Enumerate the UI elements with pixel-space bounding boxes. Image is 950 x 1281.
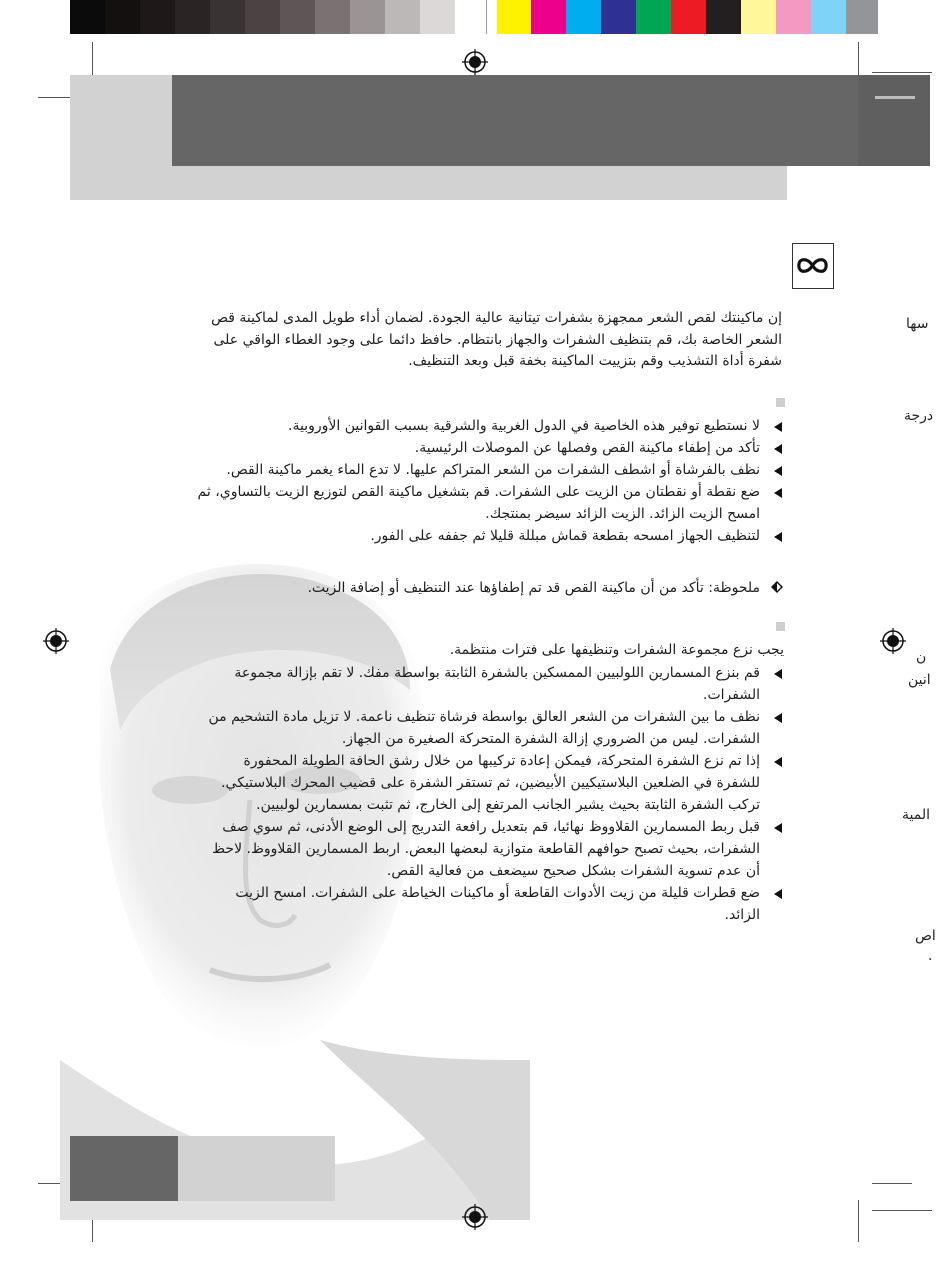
- next-page-fragment: انين: [908, 672, 931, 688]
- list-item-text: نظف بالفرشاة أو اشطف الشفرات من الشعر المتراكم عليها. لا تدع الماء يغمر ماكينة القص.: [226, 462, 760, 478]
- intro-line: شفرة أداة التشذيب وقم بتزييت الماكينة بخفة قبل وبعد التنظيف.: [408, 353, 782, 369]
- color-swatch: [385, 0, 420, 34]
- color-swatch: [140, 0, 175, 34]
- color-swatch: [105, 0, 140, 34]
- header-band-dark: [172, 75, 858, 166]
- footer-band-dark: [70, 1136, 178, 1201]
- print-color-bar: [70, 0, 878, 34]
- note: [160, 577, 784, 599]
- bullet-triangle-icon: [774, 488, 782, 498]
- intro-line: إن ماكينتك لقص الشعر ممجهزة بشفرات تيتانية عالية الجودة. لضمان أداء طويل المدى لماكينة قص: [211, 310, 782, 326]
- list-item-text: ضع نقطة أو نقطتان من الزيت على الشفرات. قم بتشغيل ماكينة القص لتوزيع الزيت بالتساوي، ثم امسح الزيت الزائد. الزيت الزائد سيضر بمنتجك.: [197, 484, 760, 522]
- bullet-triangle-icon: [774, 823, 782, 833]
- next-page-fragment: درجة: [904, 408, 934, 424]
- list-item: [204, 706, 784, 750]
- list-item-text: لا نستطيع توفير هذه الخاصية في الدول الغربية والشرقية بسبب القوانين الأوروبية.: [288, 418, 760, 434]
- color-swatch: [315, 0, 350, 34]
- color-swatch: [671, 0, 706, 34]
- color-swatch: [487, 0, 497, 34]
- color-swatch: [741, 0, 776, 34]
- color-swatch: [706, 0, 741, 34]
- color-swatch: [497, 0, 531, 34]
- list-item-text: تأكد من إطفاء ماكينة القص وفصلها عن الموصلات الرئيسية.: [414, 440, 760, 456]
- list-item-text: نظف ما بين الشفرات من الشعر العالق بواسطة فرشاة تنظيف ناعمة. لا تزيل مادة التشحيم من الشفرات. ليس من الضروري إزالة الشفرة المتحركة الصغيرة من الجهاز.: [208, 709, 760, 747]
- list-item: [184, 525, 784, 547]
- bullet-triangle-icon: [774, 444, 782, 454]
- crop-mark: [858, 1200, 859, 1242]
- page-edge-tab-line: [875, 96, 915, 99]
- color-swatch: [350, 0, 385, 34]
- intro-line: الشعر الخاصة بك، قم بتنظيف الشفرات والجهاز بانتظام. حافظ دائما على وجود الغطاء الواقي على: [213, 331, 782, 348]
- color-swatch: [420, 0, 455, 34]
- color-swatch: [210, 0, 245, 34]
- registration-mark-icon: [880, 628, 906, 654]
- color-swatch: [245, 0, 280, 34]
- list-item-text: لتنظيف الجهاز امسحه بقطعة قماش مبللة قليلا ثم جففه على الفور.: [370, 528, 760, 544]
- bullet-triangle-icon: [774, 757, 782, 767]
- bullet-triangle-icon: [774, 669, 782, 679]
- list-item-text: قبل ربط المسمارين القلاووظ نهائيا، قم بتعديل رافعة التدريج إلى الوضع الأدنى، ثم سوي صف الشفرات، بحيث تصبح حوافهم القاطعة متوازية لبعضها البعض. اربط المسمارين القلاووظ. لاحظ أن عدم تسوية الشفرات بشكل صحيح سيضعف من فعالية القص.: [212, 819, 760, 879]
- list-item: [184, 437, 784, 459]
- registration-mark-icon: [462, 49, 488, 75]
- color-swatch: [811, 0, 846, 34]
- list-item: [204, 882, 784, 926]
- list-item-text: قم بنزع المسمارين اللولبيين الممسكين بالشفرة الثابتة بواسطة مفك. لا تقم بإزالة مجموعة الشفرات.: [234, 665, 760, 703]
- list-item: [204, 750, 784, 816]
- blade-steps-list: [204, 662, 784, 926]
- blades-intro: يجب نزع مجموعة الشفرات وتنظيفها على فترات منتظمة.: [449, 642, 784, 658]
- color-swatch: [566, 0, 601, 34]
- bullet-triangle-icon: [774, 422, 782, 432]
- registration-mark-icon: [43, 628, 69, 654]
- list-item: [204, 662, 784, 706]
- color-swatch: [636, 0, 671, 34]
- bullet-triangle-icon: [774, 889, 782, 899]
- color-swatch: [601, 0, 636, 34]
- infinity-icon: [792, 243, 834, 289]
- list-item: [204, 816, 784, 882]
- list-item: [184, 459, 784, 481]
- section-marker-icon: [776, 622, 785, 631]
- list-item-text: ضع قطرات قليلة من زيت الأدوات القاطعة أو ماكينات الخياطة على الشفرات. امسح الزيت الزائد.: [235, 885, 760, 923]
- list-item: [184, 415, 784, 437]
- color-swatch: [531, 0, 566, 34]
- next-page-fragment: .: [928, 948, 933, 964]
- bullet-triangle-icon: [774, 532, 782, 542]
- next-page-fragment: سها: [906, 316, 929, 332]
- crop-mark: [872, 72, 932, 73]
- color-swatch: [455, 0, 487, 34]
- crop-mark: [872, 1210, 932, 1211]
- next-page-fragment: ن: [916, 649, 927, 665]
- bullet-triangle-icon: [774, 713, 782, 723]
- list-item: [184, 481, 784, 525]
- page-edge-tab: [858, 75, 930, 166]
- color-swatch: [776, 0, 811, 34]
- color-swatch: [175, 0, 210, 34]
- next-page-fragment: المية: [902, 807, 930, 823]
- color-swatch: [70, 0, 105, 34]
- intro-paragraph: [182, 308, 782, 373]
- bullet-triangle-icon: [774, 466, 782, 476]
- note-diamond-icon: [771, 581, 783, 593]
- list-item-text: إذا تم نزع الشفرة المتحركة، فيمكن إعادة تركيبها من خلال رشق الحافة الطويلة المحفورة للشفرة في الضلعين البلاستيكيين الأبيضين، ثم تستقر الشفرة على قضيب المحرك البلاستيكي. تركب الشفرة الثابتة بحيث يشير الجانب المرتفع إلى الخارج، ثم تثبت بمسمارين لولبيين.: [221, 753, 760, 813]
- section-marker-icon: [776, 398, 785, 407]
- next-page-fragment: اص: [915, 928, 936, 944]
- note-text: ملحوظة: تأكد من أن ماكينة القص قد تم إطفاؤها عند التنظيف أو إضافة الزيت.: [307, 580, 760, 596]
- crop-mark: [872, 1183, 912, 1184]
- registration-mark-icon: [462, 1204, 488, 1230]
- color-swatch: [280, 0, 315, 34]
- color-swatch: [846, 0, 878, 34]
- cleaning-steps-list: [184, 415, 784, 547]
